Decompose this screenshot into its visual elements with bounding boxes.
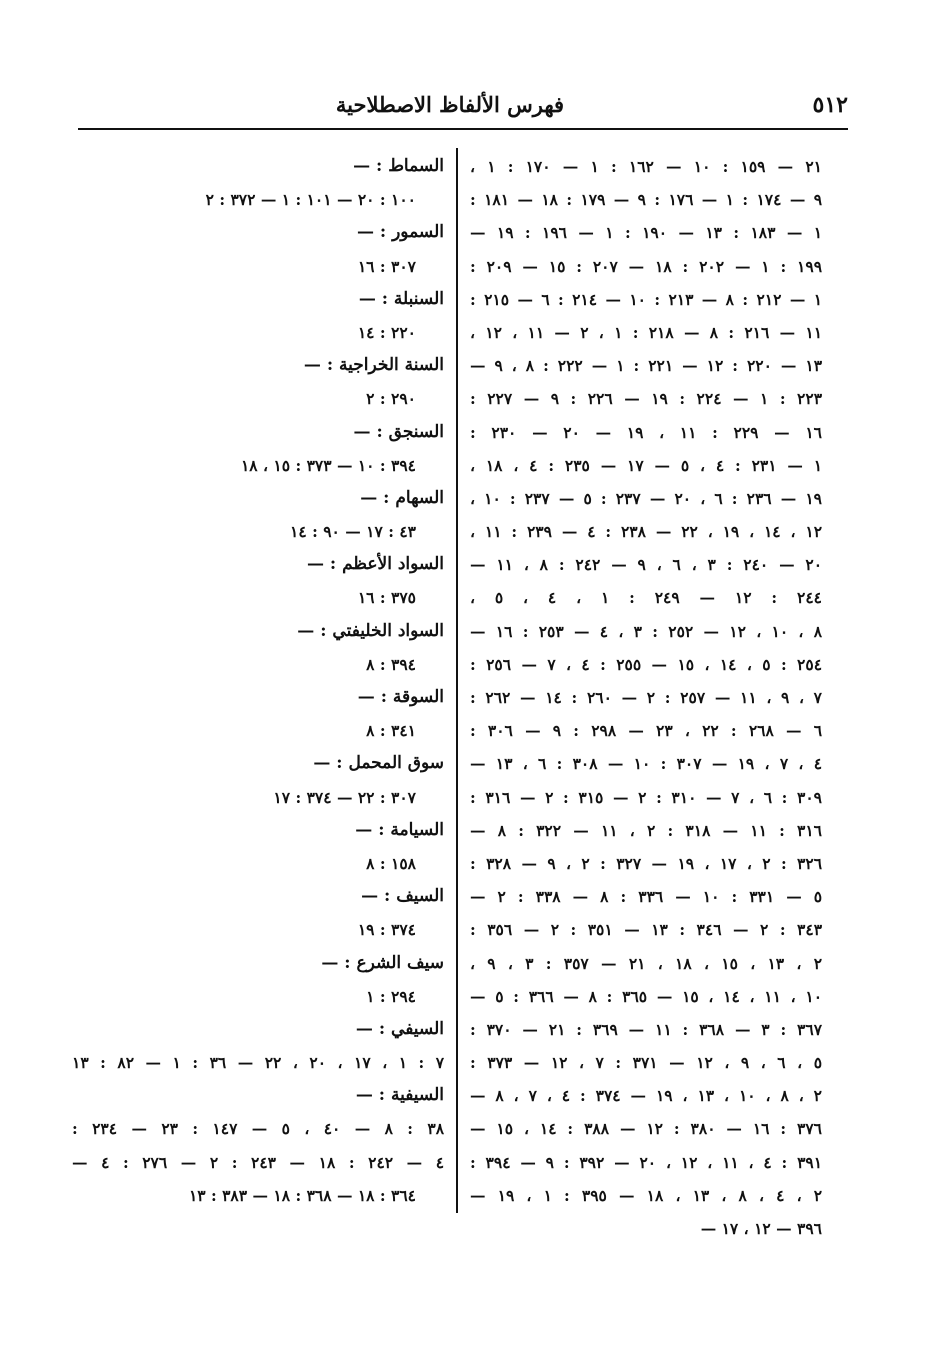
header-rule	[78, 128, 848, 130]
right-column-line: ٥ — ٣٣١ : ١٠ — ٣٣٦ : ٨ — ٣٣٨ : ٢ —	[470, 887, 822, 907]
index-refs: ٢٢٠ : ١٤	[357, 322, 416, 342]
index-term: السيف : —	[361, 886, 444, 907]
index-term: السيامة : —	[355, 819, 444, 840]
index-term: السنبلة : —	[358, 288, 444, 309]
right-column-line: ١ — ٢١٢ : ٨ — ٢١٣ : ١٠ — ٢١٤ : ٦ — ٢١٥ :	[470, 289, 822, 309]
right-column-line: ٤ ، ٧ ، ١٩ — ٣٠٧ : ١٠ — ٣٠٨ : ٦ ، ١٣ —	[470, 754, 822, 774]
index-term: السوقة : —	[357, 687, 444, 707]
index-term: السنة الخراجية : —	[303, 355, 444, 376]
index-refs: ٢٩٠ : ٢	[366, 389, 416, 409]
index-term: السمور : —	[356, 222, 444, 243]
right-column-line: ٩ — ١٧٤ : ١ — ١٧٦ : ٩ — ١٧٩ : ١٨ — ١٨١ :	[470, 190, 822, 210]
index-refs: ١٥٨ : ٨	[366, 853, 416, 873]
right-column-line: ٨ ، ١٠ ، ١٢ — ٢٥٢ : ٣ ، ٤ — ٢٥٣ : ١٦ —	[470, 621, 822, 641]
right-column-line: ١٠ ، ١١ ، ١٤ ، ١٥ — ٣٦٥ : ٨ — ٣٦٦ : ٥ —	[470, 986, 822, 1006]
right-column-line: ٣٤٣ : ٢ — ٣٤٦ : ١٣ — ٣٥١ : ٢ — ٣٥٦ :	[470, 920, 822, 940]
right-column-line: ١ — ١٨٣ : ١٣ — ١٩٠ : ١ — ١٩٦ : ١٩ —	[470, 223, 822, 243]
index-refs: ٣٨ : ٨ — ٤٠ ، ٥ — ١٤٧ : ٢٣ — ٢٣٤ :	[72, 1119, 444, 1139]
index-term: سيف الشرع : —	[321, 952, 444, 973]
right-column-line: ٢٤٤ : ١٢ — ٢٤٩ : ١ ، ٤ ، ٥ ،	[470, 588, 822, 608]
right-column-line: ٣٦٧ : ٣ — ٣٦٨ : ١١ — ٣٦٩ : ٢١ — ٣٧٠ :	[470, 1019, 822, 1039]
right-column-line: ١٦ — ٢٢٩ : ١١ ، ١٩ — ٢٠ — ٢٣٠ :	[470, 422, 822, 442]
index-refs: ٣٧٥ : ١٦	[357, 588, 416, 608]
right-column-line: ١٢ ، ١٤ ، ١٩ ، ٢٢ — ٢٣٨ : ٤ — ٢٣٩ : ١١ ،	[470, 522, 822, 542]
index-refs: ٤٣ : ١٧ — ٩٠ : ١٤	[290, 522, 416, 542]
right-column-line: ١ — ٢٣١ : ٤ ، ٥ — ١٧ — ٢٣٥ : ٤ ، ١٨ ،	[470, 455, 822, 475]
right-column-line: ٣٠٩ : ٦ ، ٧ — ٣١٠ : ٢ — ٣١٥ : ٢ — ٣١٦ :	[470, 787, 822, 807]
index-refs: ٣٩٤ : ٨	[366, 654, 416, 674]
right-column-line: ٢ ، ٨ ، ١٠ ، ١٣ ، ١٩ — ٣٧٤ : ٤ ، ٧ ، ٨ —	[470, 1086, 822, 1106]
right-column-line: ٣٩١ : ٤ ، ١١ ، ١٢ ، ٢٠ — ٣٩٢ : ٩ — ٣٩٤ :	[470, 1152, 822, 1172]
right-column-line: ٢ ، ٤ ، ٨ ، ١٣ ، ١٨ — ٣٩٥ : ١ ، ١٩ —	[470, 1185, 822, 1205]
right-column-line: ١٩ — ٢٣٦ : ٦ ، ٢٠ — ٢٣٧ : ٥ — ٢٣٧ : ١٠ ،	[470, 488, 822, 508]
index-refs: ٣٤١ : ٨	[366, 721, 416, 741]
index-refs: ٧ : ١ ، ١٧ ، ٢٠ ، ٢٢ — ٣٦ : ١ — ٨٢ : ١٣	[72, 1053, 444, 1073]
right-column-line: ١٩٩ : ١ — ٢٠٢ : ١٨ — ٢٠٧ : ١٥ — ٢٠٩ :	[470, 256, 822, 276]
index-refs: ١٠٠ : ٢٠ — ١٠١ : ١ — ٣٧٢ : ٢	[205, 190, 416, 210]
page-number: ٥١٢	[812, 92, 848, 118]
right-column-line: ١٣ — ٢٢٠ : ١٢ — ٢٢١ : ١ — ٢٢٢ : ٨ ، ٩ —	[470, 356, 822, 376]
index-term: السيفي : —	[355, 1018, 444, 1039]
right-column-line: ٣٧٦ : ١٦ — ٣٨٠ : ١٢ — ٣٨٨ : ١٤ ، ١٥ —	[470, 1119, 822, 1139]
index-term: السواد الخليفتي : —	[297, 620, 444, 641]
right-column-line: ٣١٦ : ١١ — ٣١٨ : ٢ ، ١١ — ٣٢٢ : ٨ —	[470, 820, 822, 840]
left-column	[72, 150, 444, 1212]
right-column-line: ٢٠ — ٢٤٠ : ٣ ، ٦ ، ٩ — ٢٤٢ : ٨ ، ١١ —	[470, 555, 822, 575]
index-term: السماط : —	[353, 156, 444, 176]
index-refs: ٣٩٤ : ١٠ — ٣٧٣ : ١٥ ، ١٨	[240, 455, 416, 475]
index-term: السيفية : —	[355, 1085, 444, 1106]
index-term: السهام : —	[360, 487, 444, 508]
right-column-line: ١١ — ٢١٦ : ٨ — ٢١٨ : ١ ، ٢ — ١١ ، ١٢ ،	[470, 322, 822, 342]
right-column-line: ٧ ، ٩ ، ١١ — ٢٥٧ : ٢ — ٢٦٠ : ١٤ — ٢٦٢ :	[470, 688, 822, 707]
right-column-line: ٢١ — ١٥٩ : ١٠ — ١٦٢ : ١ — ١٧٠ : ١ ،	[470, 157, 822, 176]
index-term: السواد الأعظم : —	[307, 554, 444, 575]
index-term: السنجق : —	[353, 421, 444, 442]
index-refs: ٣٧٤ : ١٩	[357, 920, 416, 940]
index-refs: ٣٠٧ : ٢٢ — ٣٧٤ : ١٧	[273, 787, 416, 807]
right-column-line: ٥ ، ٦ ، ٩ ، ١٢ — ٣٧١ : ٧ ، ١٢ — ٣٧٣ :	[470, 1053, 822, 1073]
index-refs: ٣٠٧ : ١٦	[357, 256, 416, 276]
right-column-line: ٣٢٦ : ٢ ، ١٧ ، ١٩ — ٣٢٧ : ٢ ، ٩ — ٣٢٨ :	[470, 853, 822, 873]
right-column	[470, 150, 822, 1245]
running-title: فهرس الألفاظ الاصطلاحية	[335, 92, 565, 117]
right-column-line: ٢٥٤ : ٥ ، ١٤ ، ١٥ — ٢٥٥ : ٤ ، ٧ — ٢٥٦ :	[470, 654, 822, 674]
index-refs: ٢٩٤ : ١	[366, 986, 416, 1006]
index-refs: ٤ — ٢٤٢ : ١٨ — ٢٤٣ : ٢ — ٢٧٦ : ٤ —	[72, 1152, 444, 1172]
index-refs: ٣٦٤ : ١٨ — ٣٦٨ : ١٨ — ٣٨٣ : ١٣	[188, 1185, 416, 1205]
column-divider	[456, 148, 458, 1213]
right-column-line: ٣٩٦ — ١٢ ، ١٧ —	[700, 1219, 822, 1238]
index-term: سوق المحمل : —	[313, 753, 444, 774]
right-column-line: ٢٢٣ : ١ — ٢٢٤ : ١٩ — ٢٢٦ : ٩ — ٢٢٧ :	[470, 389, 822, 409]
right-column-line: ٢ ، ١٣ ، ١٥ ، ١٨ ، ٢١ — ٣٥٧ : ٣ ، ٩ ،	[470, 953, 822, 973]
right-column-line: ٦ — ٢٦٨ : ٢٢ ، ٢٣ — ٢٩٨ : ٩ — ٣٠٦ :	[470, 721, 822, 741]
